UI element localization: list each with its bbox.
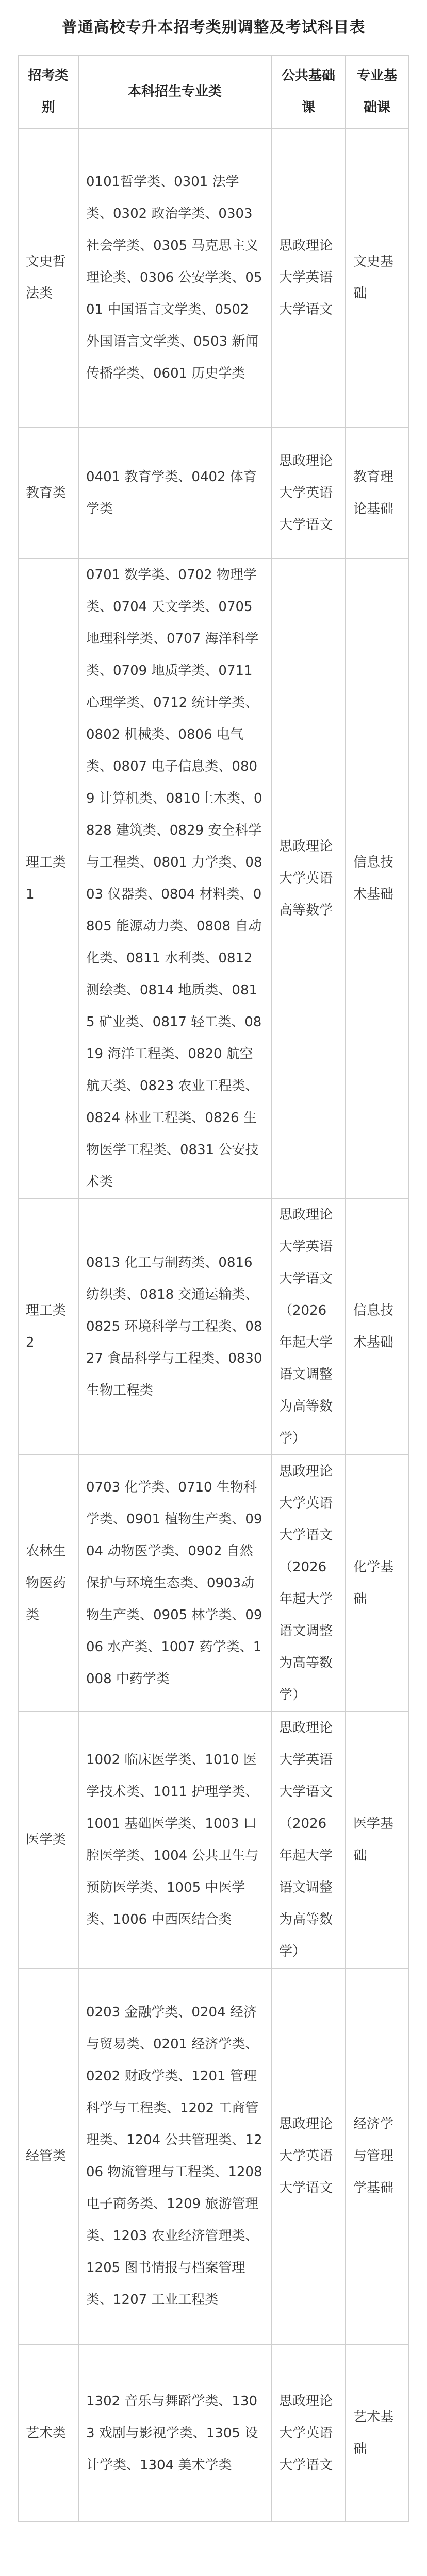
public-course-item: （2026年起大学语文调整为高等数学） [279,1303,333,1446]
public-course-item: 思政理论 [279,238,333,253]
subjects-table [18,55,409,2522]
majors-cell: 0101哲学类、0301 法学类、0302 政治学类、0303社会学类、0305 马克思主义理论类、0306 公安学类、0501 中国语言文学类、0502 外国语言文学类、0503 新闻传播学类、0601 历史学类 [78,128,271,427]
category-cell: 理工类2 [18,1198,78,1455]
public-courses-cell [271,1711,346,1968]
majors-cell: 0701 数学类、0702 物理学类、0704 天文学类、0705 地理科学类、0707 海洋科学类、0709 地质学类、0711 心理学类、0712 统计学类、0802 机械类、0806 电气类、0807 电子信息类、0809 计算机类、0810土木类、0828 建筑类、0829 安全科学与工程类、0801 力学类、0803 仪器类、0804 材料类、0805 能源动力类、0808 自动化类、0811 水利类、0812 测绘类、0814 地质类、0815 矿业类、0817 轻工类、0819 海洋工程类、0820 航空航天类、0823 农业工程类、0824 林业工程类、0826 生物医学工程类、0831 公安技术类 [78,558,271,1198]
public-course-item: 高等数学 [279,903,333,918]
majors-cell: 0813 化工与制药类、0816 纺织类、0818 交通运输类、0825 环境科学与工程类、0827 食品科学与工程类、0830生物工程类 [78,1198,271,1455]
public-course-item: 思政理论 [279,1207,333,1223]
public-courses-cell [271,1455,346,1711]
public-course-item: 大学语文 [279,1271,333,1286]
majors-cell: 0203 金融学类、0204 经济与贸易类、0201 经济学类、0202 财政学类、1201 管理科学与工程类、1202 工商管理类、1204 公共管理类、1206 物流管理与工程类、1208 电子商务类、1209 旅游管理类、1203 农业经济管理类、1205 图书情报与档案管理类、1207 工业工程类 [78,1968,271,2344]
majors-cell: 1302 音乐与舞蹈学类、1303 戏剧与影视学类、1305 设计学类、1304 美术学类 [78,2344,271,2522]
public-courses-cell [271,427,346,558]
public-course-item: 大学英语 [279,2148,333,2164]
public-course-item: 思政理论 [279,1464,333,1479]
header-category: 招考类别 [18,55,78,128]
table-row [18,1968,408,2344]
category-cell: 经管类 [18,1968,78,2344]
table-row [18,558,408,1198]
subject-cell: 信息技术基础 [346,558,408,1198]
public-course-item: 大学英语 [279,871,333,886]
public-course-item: 思政理论 [279,2116,333,2132]
public-course-item: 思政理论 [279,1720,333,1736]
category-cell: 文史哲法类 [18,128,78,427]
public-courses-cell [271,1968,346,2344]
header-subject: 专业基础课 [346,55,408,128]
public-courses-cell [271,2344,346,2522]
public-course-item: 大学语文 [279,1784,333,1800]
public-course-item: 大学语文 [279,2457,333,2473]
public-course-item: 大学英语 [279,270,333,285]
public-course-item: 思政理论 [279,839,333,854]
subject-cell: 教育理论基础 [346,427,408,558]
category-cell: 教育类 [18,427,78,558]
public-course-item: 思政理论 [279,2393,333,2409]
subject-cell: 文史基础 [346,128,408,427]
public-courses-cell [271,1198,346,1455]
public-course-item: （2026年起大学语文调整为高等数学） [279,1560,333,1703]
subject-cell: 经济学与管理学基础 [346,1968,408,2344]
table-row [18,128,408,427]
public-courses-cell [271,558,346,1198]
category-cell: 医学类 [18,1711,78,1968]
public-course-item: 大学语文 [279,302,333,317]
header-majors: 本科招生专业类 [78,55,271,128]
majors-cell: 1002 临床医学类、1010 医学技术类、1011 护理学类、1001 基础医学类、1003 口腔医学类、1004 公共卫生与预防医学类、1005 中医学类、1006 中西医结合类 [78,1711,271,1968]
public-course-item: 大学语文 [279,517,333,533]
majors-cell: 0703 化学类、0710 生物科学类、0901 植物生产类、0904 动物医学类、0902 自然保护与环境生态类、0903动物生产类、0905 林学类、0906 水产类、1007 药学类、1008 中药学类 [78,1455,271,1711]
table-row [18,2344,408,2522]
subject-cell: 医学基础 [346,1711,408,1968]
subject-cell: 信息技术基础 [346,1198,408,1455]
category-cell: 农林生物医药类 [18,1455,78,1711]
public-course-item: 大学语文 [279,1528,333,1543]
public-course-item: 大学英语 [279,1496,333,1511]
table-row [18,427,408,558]
page-title: 普通高校专升本招考类别调整及考试科目表 [61,19,366,37]
table-header-row [18,55,408,128]
public-course-item: 大学语文 [279,2180,333,2196]
public-course-item: 大学英语 [279,1752,333,1768]
table-row [18,1198,408,1455]
table-row [18,1455,408,1711]
majors-cell: 0401 教育学类、0402 体育学类 [78,427,271,558]
public-course-item: （2026年起大学语文调整为高等数学） [279,1816,333,1959]
category-cell: 艺术类 [18,2344,78,2522]
public-course-item: 大学英语 [279,1239,333,1255]
category-cell: 理工类1 [18,558,78,1198]
table-row [18,1711,408,1968]
public-course-item: 思政理论 [279,453,333,469]
public-course-item: 大学英语 [279,2425,333,2441]
subject-cell: 化学基础 [346,1455,408,1711]
public-course-item: 大学英语 [279,485,333,501]
header-public: 公共基础课 [271,55,346,128]
table-body [18,128,408,2522]
subject-cell: 艺术基础 [346,2344,408,2522]
public-courses-cell [271,128,346,427]
